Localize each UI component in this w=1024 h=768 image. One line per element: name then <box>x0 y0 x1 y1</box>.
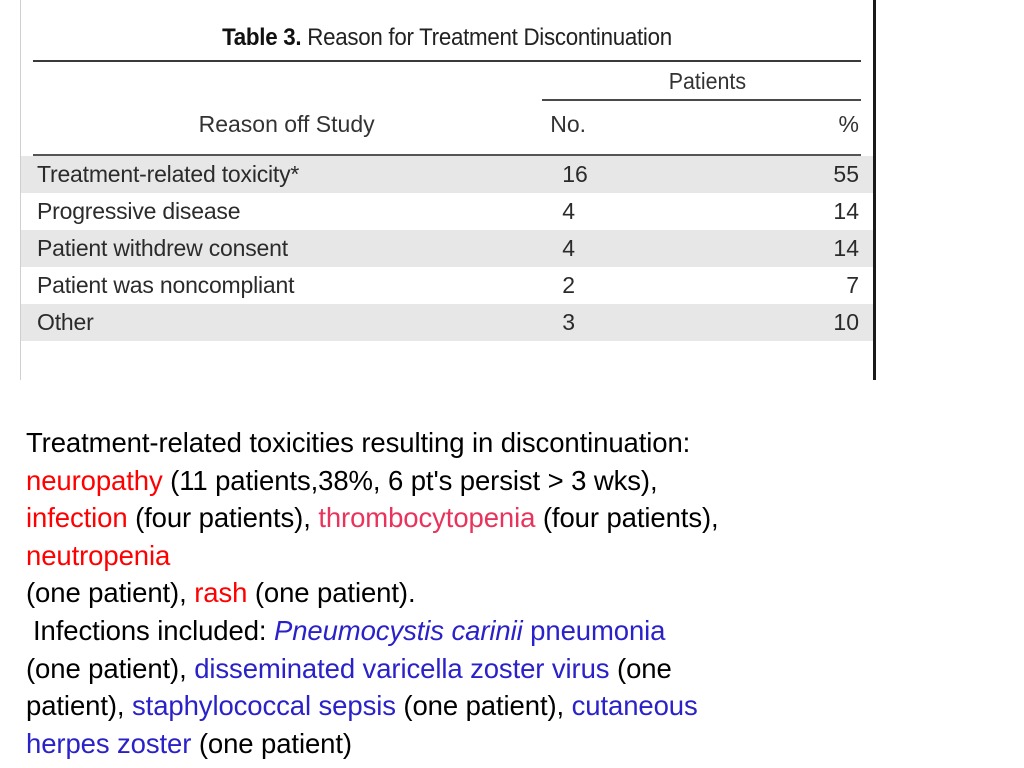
cell-reason: Patient was noncompliant <box>37 272 295 298</box>
table-row <box>21 193 873 230</box>
note-line-6-pre: Infections included: <box>33 614 274 646</box>
group-header-row <box>21 62 873 99</box>
note-line-7-rest: (one <box>609 652 672 684</box>
table-row <box>21 267 873 304</box>
table-caption-label: Table 3. <box>222 24 302 51</box>
cell-reason: Other <box>21 304 542 341</box>
term-pneumonia: pneumonia <box>522 614 666 646</box>
note-line-3-rest: (four patients), <box>535 502 719 534</box>
note-line-3-mid: (four patients), <box>127 502 319 534</box>
cell-no: 4 <box>562 198 576 224</box>
note-line-7 <box>26 650 994 688</box>
cell-pct: 10 <box>723 304 873 341</box>
table-row <box>21 304 873 341</box>
term-thrombocytopenia: thrombocytopenia <box>318 502 536 534</box>
term-neutropenia: neutropenia <box>26 539 171 571</box>
note-line-3 <box>26 499 994 537</box>
cell-reason: Treatment-related toxicity* <box>21 156 542 193</box>
cell-no: 16 <box>542 156 722 193</box>
note-line-2-rest: (11 patients,38%, 6 pt's persist > 3 wks), <box>162 464 658 496</box>
group-header-patients: Patients <box>668 68 747 94</box>
note-line-8 <box>26 687 994 725</box>
cell-pct: 7 <box>846 272 859 298</box>
term-herpes-zoster: herpes zoster <box>26 727 192 759</box>
table-figure <box>20 0 876 380</box>
cell-reason: Progressive disease <box>37 198 241 224</box>
cell-pct: 55 <box>723 156 873 193</box>
table-body <box>21 156 873 341</box>
toxicity-notes <box>26 424 994 762</box>
note-line-8-mid: (one patient), <box>395 690 572 722</box>
table-caption-text: Reason for Treatment Discontinuation <box>301 24 672 51</box>
note-line-5 <box>26 574 994 612</box>
table-head <box>21 62 873 148</box>
cell-no: 4 <box>542 230 722 267</box>
note-line-8-pre: patient), <box>26 690 133 722</box>
note-line-1 <box>26 424 994 462</box>
term-pneumocystis-carinii: Pneumocystis carinii <box>273 614 523 646</box>
discontinuation-table-body <box>21 156 873 341</box>
column-header-row <box>21 101 873 148</box>
term-staphylococcal-sepsis: staphylococcal sepsis <box>132 690 396 722</box>
table-row <box>21 156 873 193</box>
cell-pct: 14 <box>723 230 873 267</box>
col-header-no: No. <box>550 111 586 137</box>
col-header-pct: % <box>838 111 859 137</box>
note-line-1-text: Treatment-related toxicities resulting in discontinuation: <box>26 427 691 458</box>
note-line-6 <box>26 612 994 650</box>
col-header-reason: Reason off Study <box>198 111 375 137</box>
note-line-9-rest: (one patient) <box>191 727 352 759</box>
term-neuropathy: neuropathy <box>26 464 163 496</box>
note-line-4 <box>26 537 994 575</box>
term-varicella-zoster: disseminated varicella zoster virus <box>194 652 610 684</box>
discontinuation-table <box>21 62 873 148</box>
table-row <box>21 230 873 267</box>
cell-no: 2 <box>562 272 576 298</box>
table-caption <box>51 0 843 54</box>
note-line-5-pre: (one patient), <box>26 577 195 609</box>
group-header-spacer <box>21 62 542 99</box>
term-cutaneous: cutaneous <box>571 690 698 722</box>
note-line-9 <box>26 725 994 763</box>
cell-reason: Patient withdrew consent <box>21 230 542 267</box>
cell-no: 3 <box>542 304 722 341</box>
note-line-5-rest: (one patient). <box>247 577 416 609</box>
term-rash: rash <box>194 577 248 609</box>
term-infection: infection <box>26 502 128 534</box>
note-line-2 <box>26 462 994 500</box>
cell-pct: 14 <box>833 198 859 224</box>
note-line-7-pre: (one patient), <box>26 652 195 684</box>
